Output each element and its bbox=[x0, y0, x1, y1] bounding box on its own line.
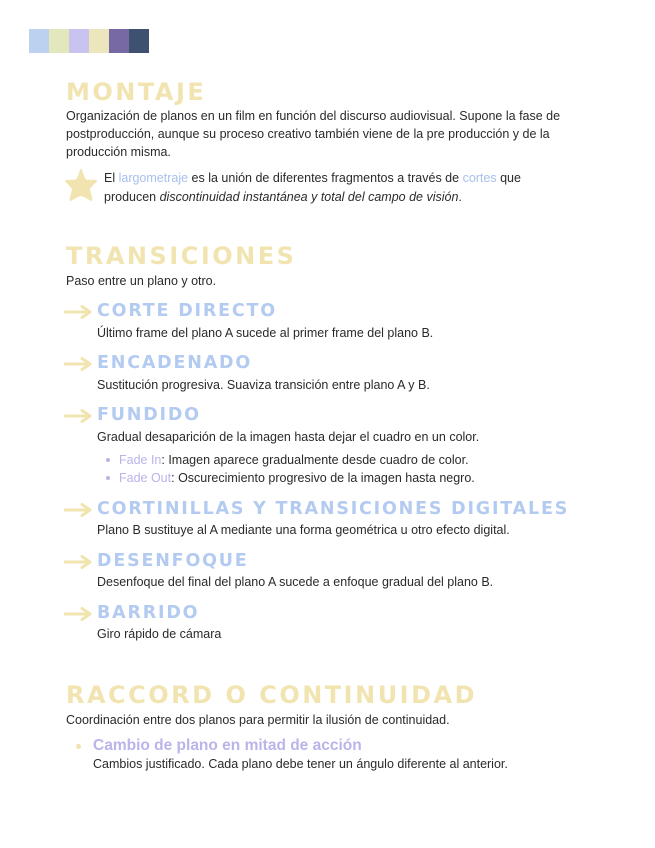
callout-text: es la unión de diferentes fragmentos a través de bbox=[188, 171, 463, 185]
transiciones-intro: Paso entre un plano y otro. bbox=[66, 274, 217, 288]
arrow-right-icon bbox=[64, 357, 92, 371]
arrow-right-icon bbox=[64, 607, 92, 621]
transition-desc-fundido: Gradual desaparición de la imagen hasta dejar el cuadro en un color. bbox=[97, 430, 480, 444]
bullet-icon bbox=[76, 744, 81, 749]
callout-text: que producen bbox=[104, 171, 521, 204]
star-icon bbox=[64, 168, 98, 202]
palette-swatch bbox=[129, 29, 149, 53]
palette-swatch bbox=[109, 29, 129, 53]
raccord-heading: RACCORD O CONTINUIDAD bbox=[66, 681, 478, 709]
transition-title-encadenado: ENCADENADO bbox=[97, 353, 253, 373]
palette-swatch bbox=[69, 29, 89, 53]
fade-in-label: Fade In bbox=[119, 453, 162, 467]
callout-text: . bbox=[458, 190, 462, 204]
montaje-paragraph: Organización de planos en un film en función del discurso audiovisual. Supone la fase de postproducción, aunque su proceso creativo también viene de la pre producción y de la producción misma. bbox=[66, 109, 561, 159]
raccord-item-desc: Cambios justificado. Cada plano debe tener un ángulo diferente al anterior. bbox=[93, 757, 508, 771]
fade-out-text: : Oscurecimiento progresivo de la imagen hasta negro. bbox=[171, 471, 475, 485]
transition-title-barrido: BARRIDO bbox=[97, 603, 200, 623]
callout-note bbox=[104, 169, 574, 207]
transition-desc-desenfoque: Desenfoque del final del plano A sucede a enfoque gradual del plano B. bbox=[97, 575, 494, 589]
arrow-right-icon bbox=[64, 503, 92, 517]
arrow-right-icon bbox=[64, 555, 92, 569]
color-palette bbox=[29, 29, 149, 53]
raccord-item-title: Cambio de plano en mitad de acción bbox=[93, 737, 362, 754]
transition-title-cortinillas: CORTINILLAS Y TRANSICIONES DIGITALES bbox=[97, 499, 570, 519]
raccord-intro: Coordinación entre dos planos para permitir la ilusión de continuidad. bbox=[66, 713, 450, 727]
transition-title-fundido: FUNDIDO bbox=[97, 405, 201, 425]
fade-out-label: Fade Out bbox=[119, 471, 172, 485]
transiciones-heading: TRANSICIONES bbox=[66, 242, 297, 270]
transition-desc-corte-directo: Último frame del plano A sucede al primer frame del plano B. bbox=[97, 326, 434, 340]
arrow-right-icon bbox=[64, 409, 92, 423]
montaje-heading: MONTAJE bbox=[66, 78, 207, 106]
fundido-subitem-fade-in bbox=[106, 451, 469, 469]
transition-desc-cortinillas: Plano B sustituye al A mediante una forma geométrica u otro efecto digital. bbox=[97, 523, 510, 537]
palette-swatch bbox=[49, 29, 69, 53]
transition-desc-barrido: Giro rápido de cámara bbox=[97, 627, 222, 641]
term-largometraje: largometraje bbox=[118, 171, 189, 185]
palette-swatch bbox=[29, 29, 49, 53]
term-cortes: cortes bbox=[462, 171, 497, 185]
callout-text: El bbox=[104, 171, 119, 185]
callout-emphasis: discontinuidad instantánea y total del campo de visión bbox=[159, 190, 459, 204]
arrow-right-icon bbox=[64, 305, 92, 319]
bullet-icon bbox=[106, 458, 110, 462]
transition-desc-encadenado: Sustitución progresiva. Suaviza transición entre plano A y B. bbox=[97, 378, 430, 392]
bullet-icon bbox=[106, 476, 110, 480]
transition-title-corte-directo: CORTE DIRECTO bbox=[97, 301, 277, 321]
fundido-subitem-fade-out bbox=[106, 469, 475, 487]
fade-in-text: : Imagen aparece gradualmente desde cuadro de color. bbox=[161, 453, 469, 467]
palette-swatch bbox=[89, 29, 109, 53]
transition-title-desenfoque: DESENFOQUE bbox=[97, 551, 249, 571]
